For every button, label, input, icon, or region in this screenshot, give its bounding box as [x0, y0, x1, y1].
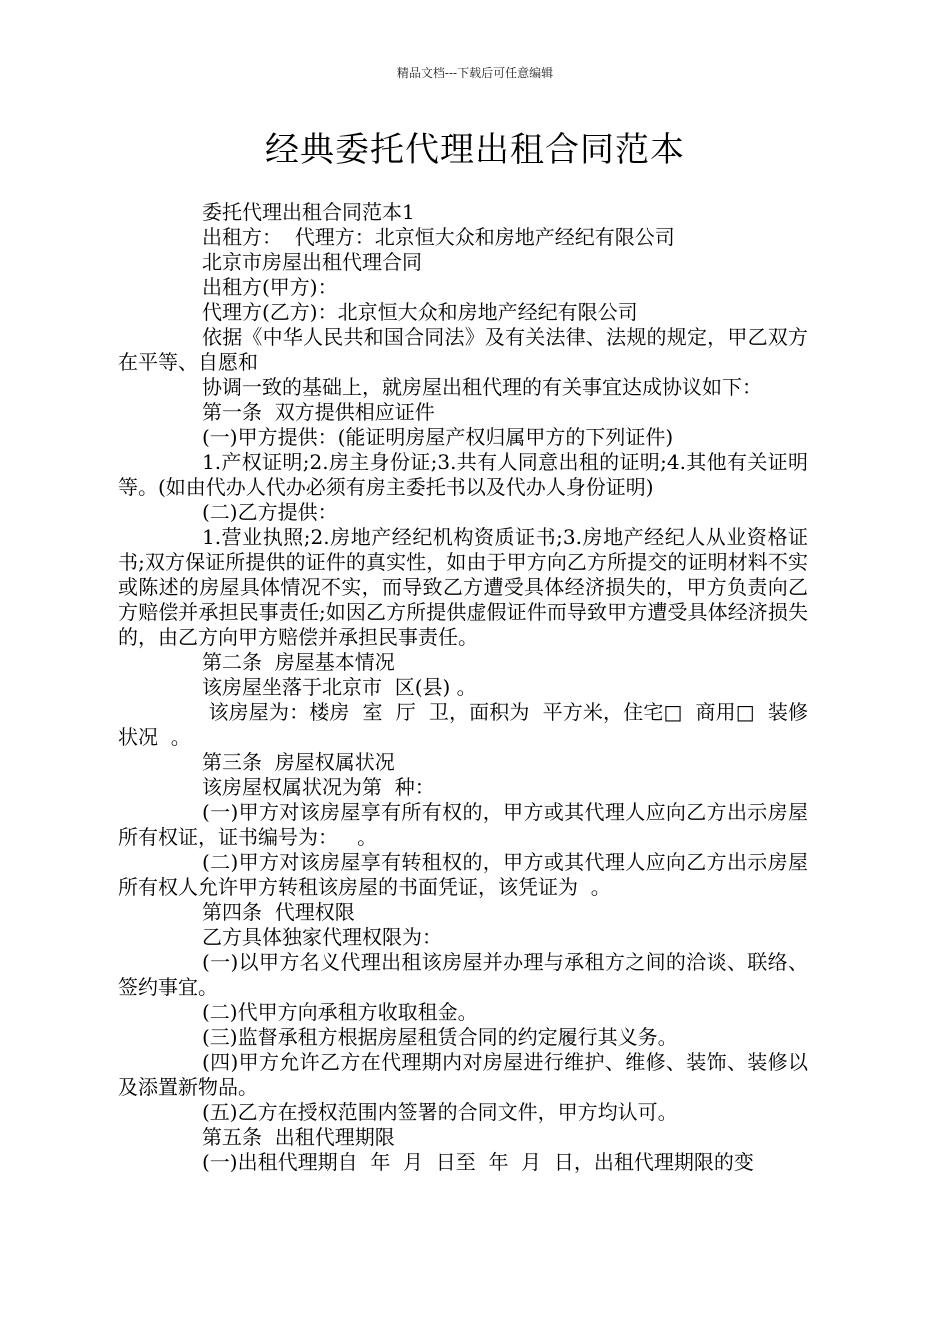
paragraph: 乙方具体独家代理权限为： [202, 925, 442, 949]
paragraph: (五)乙方在授权范围内签署的合同文件，甲方均认可。 [202, 1100, 678, 1124]
document-title: 经典委托代理出租合同范本 [265, 130, 685, 170]
paragraph: (三)监督承租方根据房屋租赁合同的约定履行其义务。 [202, 1025, 678, 1049]
document-body [118, 200, 808, 1175]
paragraph: 北京市房屋出租代理合同 [202, 250, 422, 274]
section-heading: 第五条 出租代理期限 [202, 1125, 395, 1149]
paragraph: 出租方(甲方)： [202, 275, 338, 299]
paragraph: (四)甲方允许乙方在代理期内对房屋进行维护、维修、装饰、装修以及添置新物品。 [118, 1050, 808, 1099]
paragraph: 代理方(乙方)：北京恒大众和房地产经纪有限公司 [202, 300, 638, 324]
paragraph: (二)乙方提供： [202, 500, 338, 524]
paragraph: 出租方： 代理方：北京恒大众和房地产经纪有限公司 [202, 225, 675, 249]
paragraph: 依据《中华人民共和国合同法》及有关法律、法规的规定，甲乙双方在平等、自愿和 [118, 325, 808, 374]
paragraph: 该房屋权属状况为第 种： [202, 775, 435, 799]
paragraph: (二)甲方对该房屋享有转租权的，甲方或其代理人应向乙方出示房屋所有权人允许甲方转租该房屋的书面凭证，该凭证为 。 [118, 850, 808, 899]
paragraph: 1.营业执照;2.房地产经纪机构资质证书;3.房地产经纪人从业资格证书;双方保证所提供的证件的真实性，如由于甲方向乙方所提交的证明材料不实或陈述的房屋具体情况不实，而导致乙方遭受具体经济损失的，甲方负责向乙方赔偿并承担民事责任;如因乙方所提供虚假证件而导致甲方遭受具体经济损失的，由乙方向甲方赔偿并承担民事责任。 [118, 525, 808, 649]
section-heading: 第一条 双方提供相应证件 [202, 400, 435, 424]
paragraph: (一)甲方对该房屋享有所有权的，甲方或其代理人应向乙方出示房屋所有权证，证书编号为： 。 [118, 800, 808, 849]
paragraph: (二)代甲方向承租方收取租金。 [202, 1000, 478, 1024]
page-header: 精品文档---下载后可任意编辑 [396, 66, 554, 80]
paragraph: 该房屋为：楼房 室 厅 卫，面积为 平方米，住宅□ 商用□ 装修状况 。 [118, 700, 808, 749]
paragraph: (一)甲方提供：(能证明房屋产权归属甲方的下列证件) [202, 425, 674, 449]
paragraph: (一)出租代理期自 年 月 日至 年 月 日，出租代理期限的变 [202, 1150, 754, 1174]
paragraph: 委托代理出租合同范本1 [202, 200, 415, 224]
section-heading: 第四条 代理权限 [202, 900, 355, 924]
section-heading: 第二条 房屋基本情况 [202, 650, 395, 674]
paragraph: 1.产权证明;2.房主身份证;3.共有人同意出租的证明;4.其他有关证明等。(如由代办人代办必须有房主委托书以及代办人身份证明) [118, 450, 808, 499]
paragraph: 协调一致的基础上，就房屋出租代理的有关事宜达成协议如下： [202, 375, 762, 399]
paragraph: 该房屋坐落于北京市 区(县) 。 [202, 675, 477, 699]
paragraph: (一)以甲方名义代理出租该房屋并办理与承租方之间的洽谈、联络、签约事宜。 [118, 950, 808, 999]
section-heading: 第三条 房屋权属状况 [202, 750, 395, 774]
